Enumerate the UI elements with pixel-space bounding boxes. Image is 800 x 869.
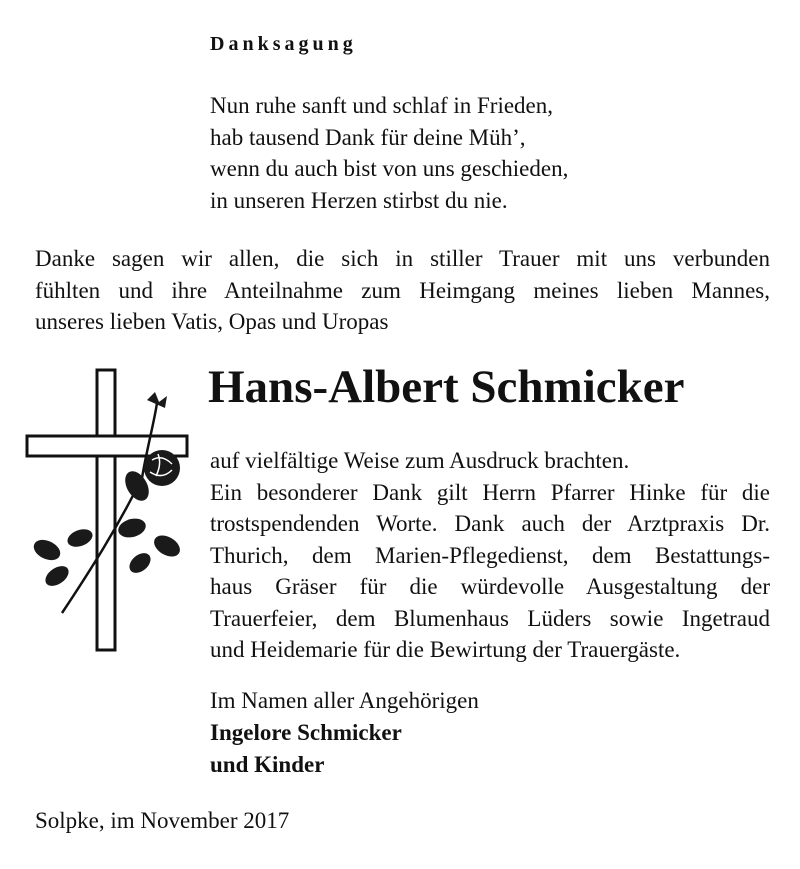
body-line: trostspendenden Worte. Dank auch der Arztpraxis Dr. <box>210 511 770 536</box>
poem-line: wenn du auch bist von uns geschieden, <box>210 156 569 181</box>
body-line: Trauerfeier, dem Blumenhaus Lüders sowie Ingetraud <box>210 605 770 631</box>
intro-line: unseres lieben Vatis, Opas und Uropas <box>35 309 389 334</box>
intro-paragraph <box>35 243 770 338</box>
signoff-intro: Im Namen aller Angehörigen <box>210 688 479 713</box>
signoff-name: Ingelore Schmicker <box>210 720 402 745</box>
body-line: und Heidemarie für die Bewirtung der Trauergäste. <box>210 637 681 662</box>
intro-line: Danke sagen wir allen, die sich in stiller Trauer mit uns verbunden <box>35 246 770 271</box>
poem-line: in unseren Herzen stirbst du nie. <box>210 187 508 213</box>
body-line: haus Gräser für die würdevolle Ausgestaltung der <box>210 574 770 599</box>
notice-heading: Danksagung <box>210 33 357 55</box>
poem-line: hab tausend Dank für deine Müh’, <box>210 124 526 150</box>
poem-line: Nun ruhe sanft und schlaf in Frieden, <box>210 93 554 118</box>
intro-line: fühlten und ihre Anteilnahme zum Heimgang meines lieben Mannes, <box>35 277 770 303</box>
deceased-name: Hans-Albert Schmicker <box>208 361 685 413</box>
place-date: Solpke, im November 2017 <box>35 808 290 833</box>
poem <box>210 90 568 216</box>
cross-with-rose-icon <box>22 368 197 653</box>
body-line: Ein besonderer Dank gilt Herrn Pfarrer Hinke für die <box>210 479 770 505</box>
signoff <box>210 685 479 781</box>
signoff-family: und Kinder <box>210 752 325 777</box>
thanks-paragraph <box>210 445 770 666</box>
body-line: Thurich, dem Marien-Pflegedienst, dem Bestattungs- <box>210 542 770 568</box>
body-line: auf vielfältige Weise zum Ausdruck brachten. <box>210 448 630 473</box>
